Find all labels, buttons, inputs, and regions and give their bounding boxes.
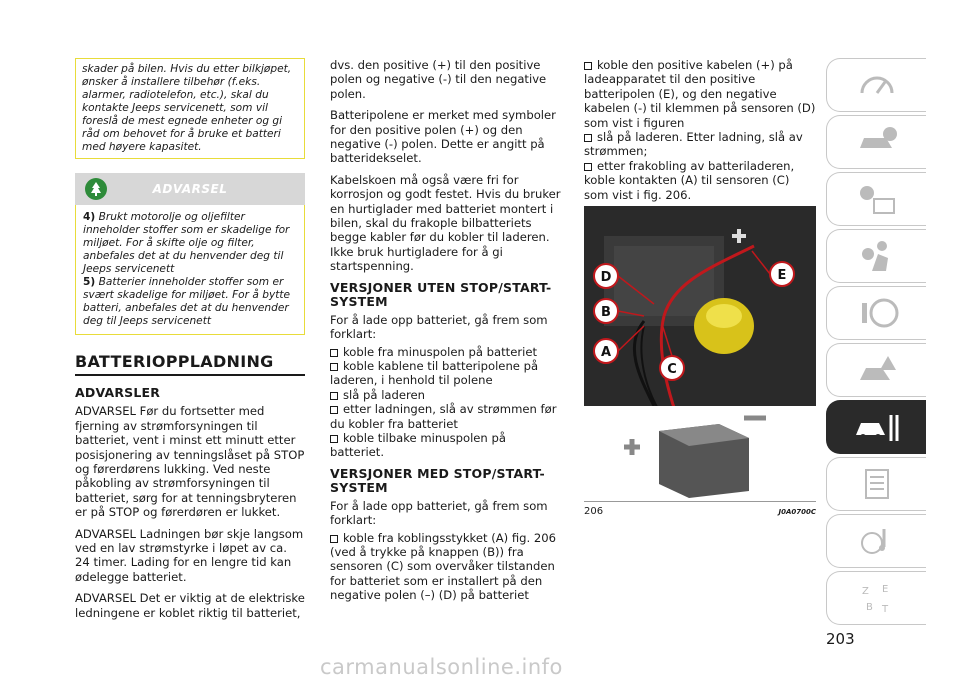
figure-code: J0A0700C	[778, 508, 816, 517]
figure-caption	[584, 501, 816, 519]
battery-figure	[584, 206, 816, 499]
car-info-icon	[852, 122, 902, 162]
column-2	[330, 58, 562, 603]
svg-text:B: B	[865, 602, 873, 613]
svg-text:E: E	[881, 584, 888, 595]
checkbox-icon	[330, 363, 338, 371]
warning-header	[75, 173, 305, 205]
airbag-person-icon	[852, 236, 902, 276]
paragraph: ADVARSEL Før du fortsetter med fjerning av strømforsyningen til batteriet, vent i minst ett minutt etter posisjonering av tenningslåset på STOP og førerdørens lukking. Ved neste påkobling av strømforsyningen til batteriet, sørg for at tenningsbryteren er på STOP og førerdøren er lukket.	[75, 404, 305, 520]
svg-text:T: T	[881, 604, 888, 615]
checkbox-icon	[584, 163, 592, 171]
battery-illustration	[584, 206, 816, 499]
label-c: C	[667, 362, 677, 378]
tab-airbag[interactable]	[826, 229, 926, 283]
column-3	[584, 58, 816, 519]
paragraph: For å lade opp batteriet, gå frem som forklart:	[330, 312, 548, 342]
tab-warning[interactable]	[826, 343, 926, 397]
checkbox-icon	[584, 134, 592, 142]
figure-number: 206	[584, 506, 604, 518]
paragraph: Kabelskoen må også være fri for korrosjon og godt festet. Hvis du bruker en hurtiglader med batteriet montert i bilen, skal du frakople bilbatteriets begge kabler før du kobler til laderen. Ikke bruk hurtigladere for å gi startspenning.	[330, 172, 561, 274]
list-item: koble fra koblingsstykket (A) fig. 206 (ved å trykke på knappen (B)) fra sensoren (C) som overvåker tilstanden for batteriet som er installert på den negative polen (–) (D) på batteriet	[330, 530, 557, 603]
tab-lights-mail[interactable]	[826, 172, 926, 226]
checkbox-icon	[330, 392, 338, 400]
label-d: D	[600, 270, 612, 286]
list-item: slå på laderen	[330, 388, 562, 402]
tab-car-info[interactable]	[826, 115, 926, 169]
checkbox-icon	[330, 349, 338, 357]
tab-multimedia[interactable]	[826, 514, 926, 568]
column-1	[75, 58, 305, 627]
tab-car-tools[interactable]	[826, 400, 926, 454]
tab-steering[interactable]	[826, 286, 926, 340]
warning-title: ADVARSEL	[152, 182, 228, 196]
watermark: carmanualsonline.info	[320, 655, 563, 679]
list-item: koble den positive kabelen (+) på ladeapparatet til den positive batteripolen (E), og den negative kabelen (-) til klemmen på sensoren (D) som vist i figuren	[584, 58, 816, 130]
list-item: koble tilbake minuspolen på batteriet.	[330, 430, 506, 460]
list-item: slå på laderen. Etter ladning, slå av strømmen;	[584, 130, 803, 159]
index-letters-icon	[852, 578, 902, 618]
paragraph: For å lade opp batteriet, gå frem som forklart:	[330, 498, 548, 528]
tab-dashboard[interactable]	[826, 58, 926, 112]
page-number: 203	[826, 630, 855, 648]
label-e: E	[777, 268, 787, 284]
tab-index[interactable]	[826, 571, 926, 625]
tab-maintenance[interactable]	[826, 457, 926, 511]
list-item: koble fra minuspolen på batteriet	[330, 345, 562, 359]
chapter-tabs	[826, 58, 926, 628]
multimedia-icon	[852, 521, 902, 561]
car-tools-icon	[852, 407, 902, 447]
subsection-title: VERSJONER MED STOP/START-SYSTEM	[330, 465, 545, 495]
svg-text:Z: Z	[861, 586, 869, 597]
subsection-title: ADVARSLER	[75, 385, 161, 401]
checkbox-icon	[330, 406, 338, 414]
list-item: koble kablene til batteripolene på laderen, i henhold til polene	[330, 358, 539, 388]
checkbox-icon	[584, 62, 592, 70]
paragraph: dvs. den positive (+) til den positive polen og negative (-) til den negative polen.	[330, 58, 547, 101]
checkbox-icon	[330, 535, 338, 543]
list-item: etter frakobling av batteriladeren, koble kontakten (A) til sensoren (C) som vist i fig. 206.	[584, 158, 795, 202]
lights-mail-icon	[852, 179, 902, 219]
warning-item: 4) Brukt motorolje og oljefilter inneholder stoffer som er skadelige for miljøet. For å skifte olje og filter, anbefales det at du henvender deg til Jeeps servicenett	[83, 211, 290, 275]
subsection-title: VERSJONER UTEN STOP/START-SYSTEM	[330, 279, 552, 309]
section-title: BATTERIOPPLADNING	[75, 355, 305, 376]
warning-car-icon	[852, 350, 902, 390]
warning-item: 5) Batterier inneholder stoffer som er svært skadelige for miljøet. For å bytte batteri, anbefales det at du henvender deg til Jeeps servicenett	[83, 276, 291, 327]
warning-body	[75, 205, 305, 335]
label-a: A	[600, 345, 612, 361]
dashboard-icon	[852, 65, 902, 105]
intro-note: skader på bilen. Hvis du etter bilkjøpet, ønsker å installere tilbehør (f.eks. alarmer, radiotelefon, etc.), skal du kontakte Jeeps servicenett, som vil foreslå de mest egnede enheter og gi råd om behovet for å bruke et batteri med høyere kapasitet.	[75, 58, 305, 159]
label-b: B	[601, 305, 611, 321]
paragraph: ADVARSEL Ladningen bør skje langsom ved en lav strømstyrke i løpet av ca. 24 timer. Lading for en lengre tid kan ødelegge batteriet.	[75, 526, 304, 584]
maintenance-list-icon	[852, 464, 902, 504]
list-item: etter ladningen, slå av strømmen før du kobler fra batteriet	[330, 402, 557, 431]
checkbox-icon	[330, 435, 338, 443]
paragraph: Batteripolene er merket med symboler for den positive polen (+) og den negative (-) polen. Dette er angitt på batteridekselet.	[330, 108, 556, 166]
steering-icon	[852, 293, 902, 333]
paragraph: ADVARSEL Det er viktig at de elektriske ledningene er koblet riktig til batteriet,	[75, 591, 305, 620]
